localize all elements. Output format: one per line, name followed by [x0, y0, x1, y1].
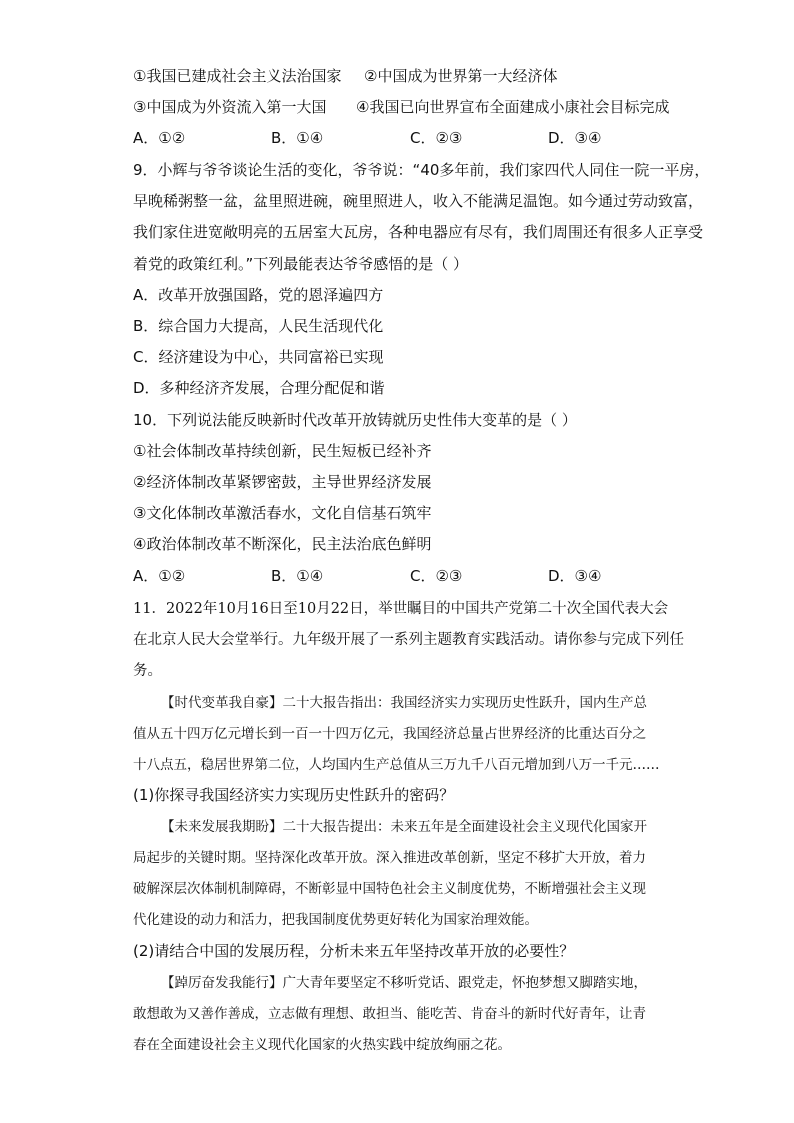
material-2-line-3: 破解深层次体制机制障碍，不断彰显中国特色社会主义制度优势，不断增强社会主义现: [133, 881, 646, 897]
q9-stem-line-1: 9．小辉与爷爷谈论生活的变化，爷爷说：“40多年前，我们家四代人同住一院一平房，: [133, 161, 710, 179]
q8-options: [133, 128, 693, 148]
q9-option-b: B．综合国力大提高，人民生活现代化: [133, 317, 384, 335]
q10-options: [133, 566, 693, 586]
material-1-line-2: 值从五十四万亿元增长到一百一十四万亿元，我国经济总量占世界经济的比重达百分之: [133, 726, 646, 742]
option-b: B．①④: [271, 567, 324, 585]
material-3-line-3: 春在全面建设社会主义现代化国家的火热实践中绽放绚丽之花。: [133, 1037, 511, 1053]
option-c: C．②③: [410, 129, 463, 147]
statement-4: ④我国已向世界宣布全面建成小康社会目标完成: [356, 98, 670, 116]
q9-stem-line-4: 着党的政策红利。”下列最能表达爷爷感悟的是（ ）: [133, 255, 469, 273]
q11-subquestion-1: (1)你探寻我国经济实力实现历史性跃升的密码？: [133, 786, 455, 804]
option-a: A．①②: [133, 567, 186, 585]
material-2-line-1: 【未来发展我期盼】二十大报告提出：未来五年是全面建设社会主义现代化国家开: [161, 819, 647, 835]
q9-option-c: C．经济建设为中心，共同富裕已实现: [133, 348, 384, 366]
statement-3: ③中国成为外资流入第一大国: [133, 98, 327, 116]
material-2-line-4: 代化建设的动力和活力，把我国制度优势更好转化为国家治理效能。: [133, 912, 538, 928]
q9-stem-line-3: 我们家住进宽敞明亮的五居室大瓦房，各种电器应有尽有，我们周围还有很多人正享受: [133, 223, 704, 241]
material-1-line-1: 【时代变革我自豪】二十大报告指出：我国经济实力实现历史性跃升，国内生产总: [161, 695, 647, 711]
option-d: D．③④: [548, 129, 602, 147]
material-2-line-2: 局起步的关键时期。坚持深化改革开放。深入推进改革创新，坚定不移扩大开放，着力: [133, 850, 646, 866]
q11-stem-line-2: 在北京人民大会堂举行。九年级开展了一系列主题教育实践活动。请你参与完成下列任: [133, 632, 684, 648]
material-1-line-3: 十八点五，稳居世界第二位，人均国内生产总值从三万九千八百元增加到八万一千元……: [133, 757, 660, 773]
material-3-line-1: 【踔厉奋发我能行】广大青年要坚定不移听党话、跟党走，怀抱梦想又脚踏实地，: [161, 975, 647, 991]
q10-statement-3: ③文化体制改革激活春水，文化自信基石筑牢: [133, 504, 432, 522]
statement-2: ②中国成为世界第一大经济体: [364, 67, 558, 85]
statements-row-2: [133, 97, 693, 117]
q9-option-d: D．多种经济齐发展，合理分配促和谐: [133, 379, 385, 397]
q11-stem-line-1: 11．2022年10月16日至10月22日，举世瞩目的中国共产党第二十次全国代表大会: [133, 601, 669, 617]
option-b: B．①④: [271, 129, 324, 147]
q11-stem-line-3: 务。: [133, 663, 162, 679]
q11-subquestion-2: (2)请结合中国的发展历程，分析未来五年坚持改革开放的必要性？: [133, 942, 575, 960]
option-a: A．①②: [133, 129, 186, 147]
statement-1: ①我国已建成社会主义法治国家: [133, 67, 342, 85]
q9-stem-line-2: 早晚稀粥整一盆，盆里照进碗，碗里照进人，收入不能满足温饱。如今通过劳动致富，: [133, 192, 704, 210]
q9-option-a: A．改革开放强国路，党的恩泽遍四方: [133, 286, 384, 304]
material-3-line-2: 敢想敢为又善作善成，立志做有理想、敢担当、能吃苦、肯奋斗的新时代好青年，让青: [133, 1006, 646, 1022]
statements-row-1: [133, 66, 693, 86]
q10-stem: 10．下列说法能反映新时代改革开放铸就历史性伟大变革的是（ ）: [133, 411, 577, 429]
q10-statement-2: ②经济体制改革紧锣密鼓，主导世界经济发展: [133, 473, 432, 491]
q10-statement-1: ①社会体制改革持续创新，民生短板已经补齐: [133, 442, 432, 460]
option-c: C．②③: [410, 567, 463, 585]
q10-statement-4: ④政治体制改革不断深化，民主法治底色鲜明: [133, 535, 432, 553]
option-d: D．③④: [548, 567, 602, 585]
